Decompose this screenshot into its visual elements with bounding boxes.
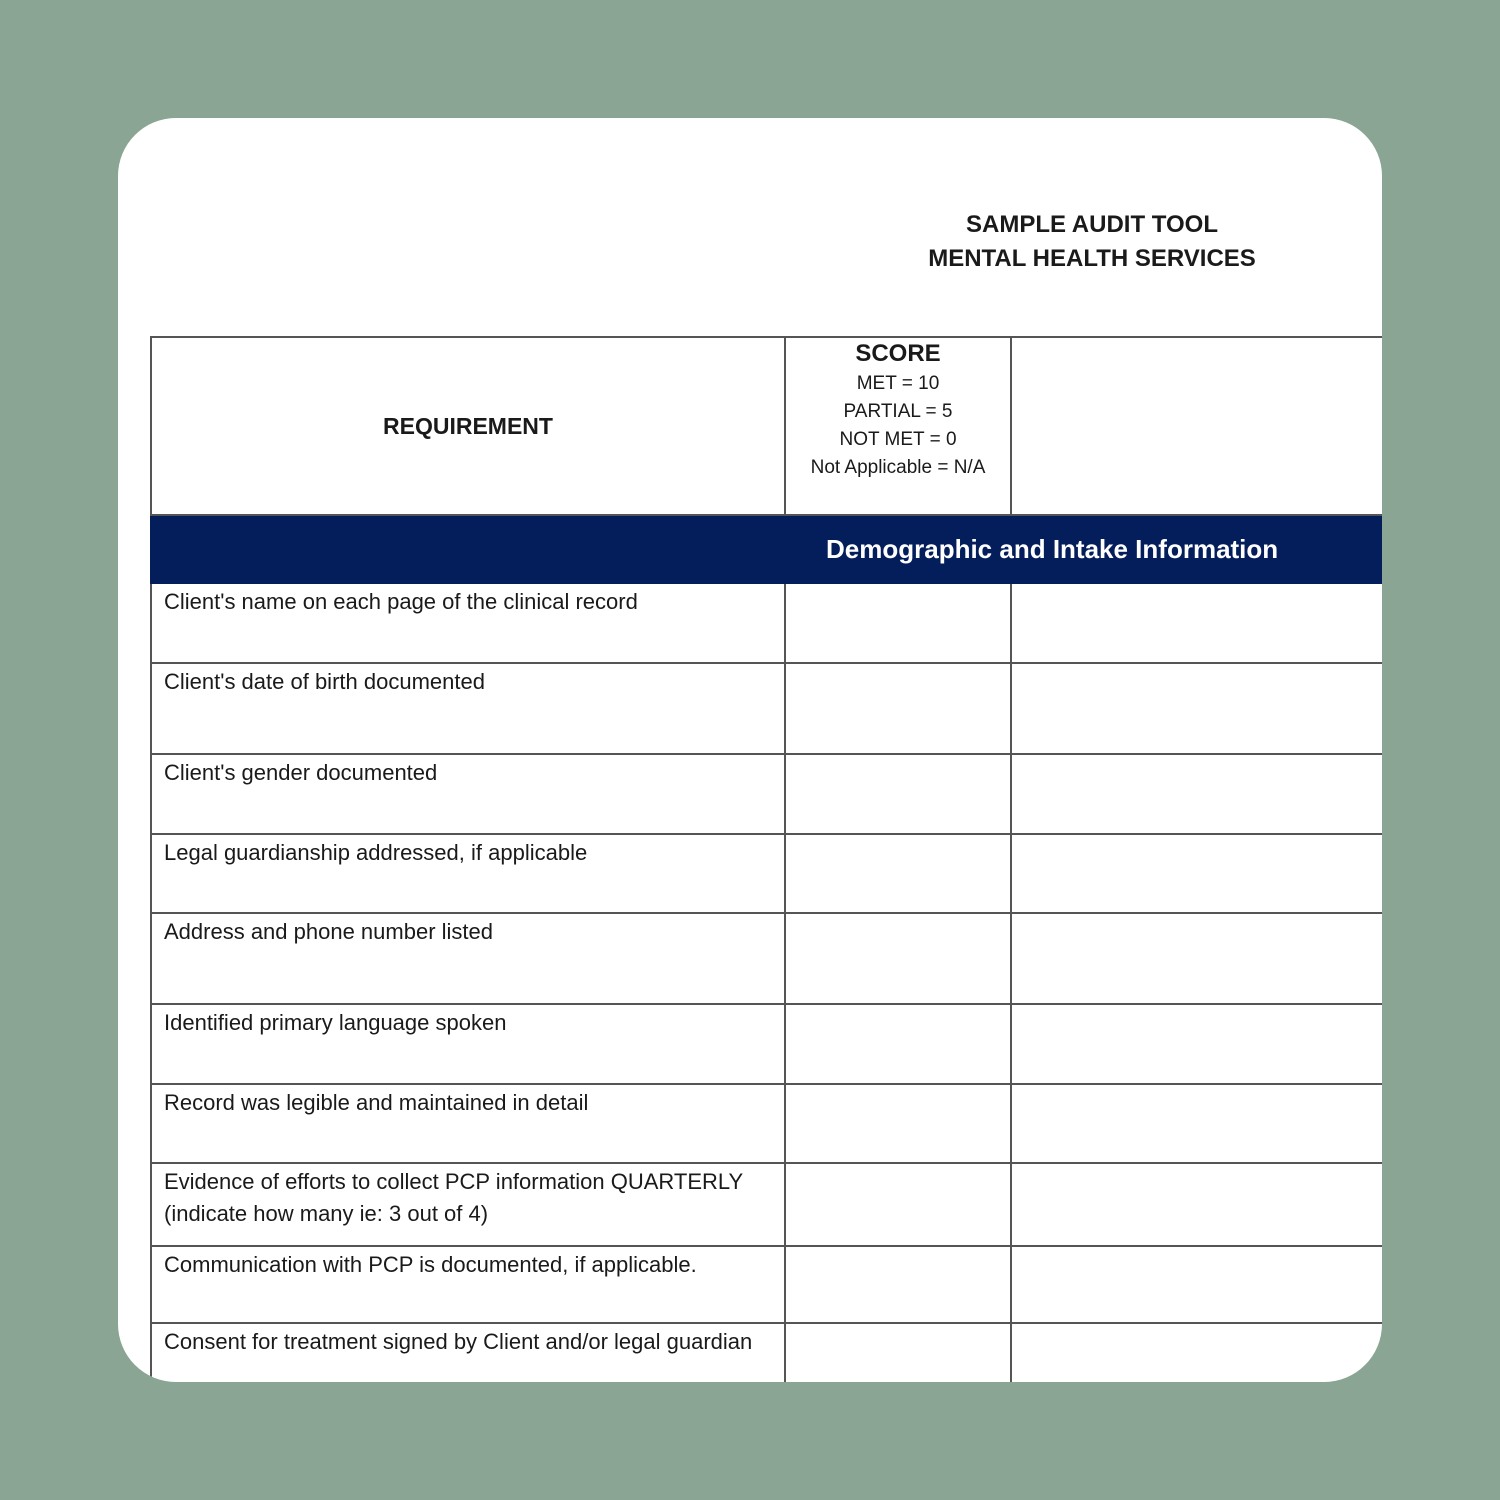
- requirement-cell: Identified primary language spoken: [151, 1004, 785, 1084]
- requirement-cell: Communication with PCP is documented, if applicable.: [151, 1246, 785, 1323]
- table-row: [151, 1084, 1382, 1163]
- extra-cell[interactable]: [1011, 1163, 1382, 1246]
- table-row: [151, 663, 1382, 754]
- requirement-header: REQUIREMENT: [151, 337, 785, 515]
- requirement-cell: Consent for treatment signed by Client and/or legal guardian: [151, 1323, 785, 1382]
- score-header: [785, 337, 1011, 515]
- score-title: SCORE: [855, 340, 941, 367]
- audit-table: [150, 336, 1382, 1382]
- table-row: [151, 754, 1382, 834]
- section-header-row: [151, 515, 1382, 583]
- requirement-cell: Address and phone number listed: [151, 913, 785, 1004]
- title-line-2: MENTAL HEALTH SERVICES: [928, 245, 1256, 272]
- extra-cell[interactable]: [1011, 1246, 1382, 1323]
- score-legend-partial: PARTIAL = 5: [843, 401, 953, 422]
- document-title: [898, 208, 1286, 276]
- score-cell[interactable]: [785, 583, 1011, 663]
- extra-cell[interactable]: [1011, 583, 1382, 663]
- score-cell[interactable]: [785, 1084, 1011, 1163]
- score-legend-not-met: NOT MET = 0: [839, 429, 957, 450]
- requirement-cell: Client's date of birth documented: [151, 663, 785, 754]
- score-legend-na: Not Applicable = N/A: [810, 457, 986, 478]
- table-row: [151, 834, 1382, 913]
- requirement-cell: Evidence of efforts to collect PCP information QUARTERLY (indicate how many ie: 3 out of 4): [151, 1163, 785, 1246]
- requirement-cell: Client's name on each page of the clinical record: [151, 583, 785, 663]
- extra-cell[interactable]: [1011, 754, 1382, 834]
- table-row: [151, 913, 1382, 1004]
- extra-header-cell: [1011, 337, 1382, 515]
- score-cell[interactable]: [785, 834, 1011, 913]
- requirement-cell: Record was legible and maintained in detail: [151, 1084, 785, 1163]
- table-row: [151, 1246, 1382, 1323]
- score-cell[interactable]: [785, 1163, 1011, 1246]
- extra-cell[interactable]: [1011, 663, 1382, 754]
- extra-cell[interactable]: [1011, 913, 1382, 1004]
- table-row: [151, 1004, 1382, 1084]
- score-cell[interactable]: [785, 754, 1011, 834]
- extra-cell[interactable]: [1011, 834, 1382, 913]
- score-cell[interactable]: [785, 663, 1011, 754]
- title-line-1: SAMPLE AUDIT TOOL: [966, 211, 1218, 238]
- document-card: [118, 118, 1382, 1382]
- score-cell[interactable]: [785, 1323, 1011, 1382]
- score-cell[interactable]: [785, 1246, 1011, 1323]
- table-header-row: [151, 337, 1382, 515]
- extra-cell[interactable]: [1011, 1084, 1382, 1163]
- score-legend-met: MET = 10: [856, 373, 940, 394]
- extra-cell[interactable]: [1011, 1323, 1382, 1382]
- requirement-cell: Legal guardianship addressed, if applicable: [151, 834, 785, 913]
- section-title: Demographic and Intake Information: [151, 515, 1382, 583]
- table-row: [151, 1323, 1382, 1382]
- score-cell[interactable]: [785, 1004, 1011, 1084]
- score-cell[interactable]: [785, 913, 1011, 1004]
- table-row: [151, 1163, 1382, 1246]
- table-row: [151, 583, 1382, 663]
- requirement-cell: Client's gender documented: [151, 754, 785, 834]
- extra-cell[interactable]: [1011, 1004, 1382, 1084]
